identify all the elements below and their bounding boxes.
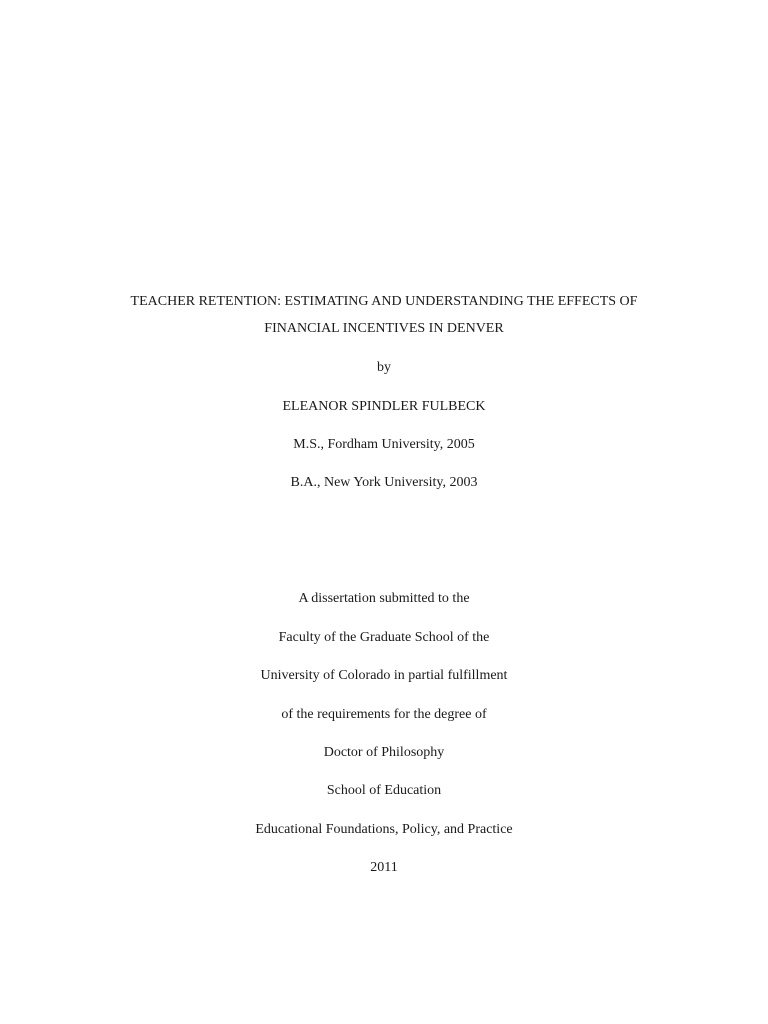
title-line-2: FINANCIAL INCENTIVES IN DENVER [264, 321, 504, 336]
degree-ba: B.A., New York University, 2003 [290, 475, 478, 490]
program-name: Educational Foundations, Policy, and Practice [255, 822, 513, 837]
submission-line-1: A dissertation submitted to the [298, 591, 470, 606]
submission-line-3: University of Colorado in partial fulfillment [260, 668, 508, 683]
submission-line-4: of the requirements for the degree of [281, 707, 487, 722]
submission-line-2: Faculty of the Graduate School of the [278, 630, 490, 645]
school-name: School of Education [326, 783, 442, 798]
author-name: ELEANOR SPINDLER FULBECK [282, 399, 486, 414]
degree-name: Doctor of Philosophy [323, 745, 445, 760]
degree-ms: M.S., Fordham University, 2005 [293, 437, 475, 452]
year: 2011 [370, 860, 398, 875]
title-line-1: TEACHER RETENTION: ESTIMATING AND UNDERSTANDING THE EFFECTS OF [130, 294, 638, 309]
byline: by [377, 360, 391, 375]
